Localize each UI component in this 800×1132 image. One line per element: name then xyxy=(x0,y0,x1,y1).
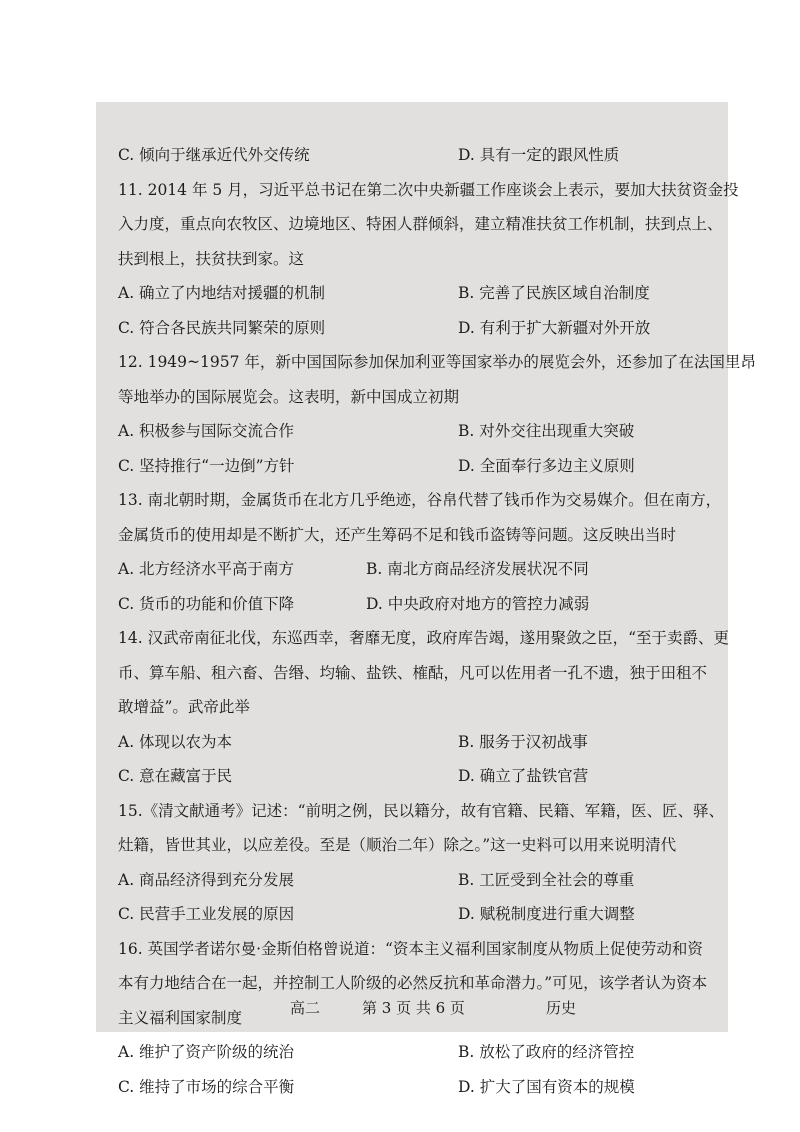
question-text-line: 扶到根上，扶贫扶到家。这 xyxy=(118,249,305,268)
answer-option: B. 服务于汉初战事 xyxy=(458,732,588,751)
answer-options-row xyxy=(118,449,708,484)
answer-option: D. 赋税制度进行重大调整 xyxy=(458,905,635,923)
question-text-line: 主义福利国家制度 xyxy=(118,1008,243,1027)
answer-option: A. 商品经济得到充分发展 xyxy=(118,870,295,889)
answer-options-row xyxy=(118,759,708,794)
answer-option: C. 维持了市场的综合平衡 xyxy=(118,1077,295,1096)
answer-options-row xyxy=(118,311,708,346)
answer-option: B. 对外交往出现重大突破 xyxy=(458,422,635,440)
footer-subject: 历史 xyxy=(546,999,577,1017)
answer-option: A. 北方经济水平高于南方 xyxy=(118,560,295,578)
answer-options-row xyxy=(118,897,708,932)
answer-option: D. 确立了盐铁官营 xyxy=(458,767,589,785)
answer-options-row xyxy=(118,276,708,311)
answer-options-row xyxy=(118,725,708,760)
answer-option: A. 体现以农为本 xyxy=(118,732,233,751)
answer-option: D. 中央政府对地方的管控力减弱 xyxy=(366,594,590,613)
question-text-line: 16. 英国学者诺尔曼·金斯伯格曾说道：“资本主义福利国家制度从物质上促使劳动和资 xyxy=(118,939,703,958)
question-text-line: 灶籍，皆世其业，以应差役。至是（顺治二年）除之。”这一史料可以用来说明清代 xyxy=(118,836,677,854)
exam-content xyxy=(118,138,756,1104)
answer-option: A. 确立了内地结对援疆的机制 xyxy=(118,284,326,302)
answer-option: C. 民营手工业发展的原因 xyxy=(118,905,295,923)
answer-option: D. 具有一定的跟风性质 xyxy=(458,146,620,164)
answer-option: B. 放松了政府的经济管控 xyxy=(458,1043,635,1061)
answer-option: D. 扩大了国有资本的规模 xyxy=(458,1077,635,1096)
question-text-line: 11. 2014 年 5 月，习近平总书记在第二次中央新疆工作座谈会上表示，要加大扶贫资金投 xyxy=(118,180,739,199)
answer-option: B. 南北方商品经济发展状况不同 xyxy=(366,560,589,578)
question-text-line: 本有力地结合在一起，并控制工人阶级的必然反抗和革命潜力。”可见，该学者认为资本 xyxy=(118,974,708,992)
answer-options-row xyxy=(118,1035,708,1070)
answer-option: D. 全面奉行多边主义原则 xyxy=(458,456,635,475)
question-text-line: 敢增益”。武帝此举 xyxy=(118,698,250,716)
answer-option: C. 坚持推行“一边倒”方针 xyxy=(118,456,295,475)
answer-option: A. 积极参与国际交流合作 xyxy=(118,422,295,440)
answer-options-row xyxy=(118,414,708,449)
answer-options-row xyxy=(118,863,708,898)
answer-option: C. 倾向于继承近代外交传统 xyxy=(118,146,310,164)
answer-option: B. 工匠受到全社会的尊重 xyxy=(458,870,635,889)
answer-options-row xyxy=(118,552,708,587)
footer-grade: 高二 xyxy=(290,999,321,1017)
question-text-line: 币、算车船、租六畜、告缗、均输、盐铁、榷酤，凡可以佐用者一孔不遗，独于田租不 xyxy=(118,663,708,682)
answer-options-row xyxy=(118,1070,708,1105)
answer-option: D. 有利于扩大新疆对外开放 xyxy=(458,318,651,337)
answer-option: B. 完善了民族区域自治制度 xyxy=(458,284,650,302)
question-text-line: 入力度，重点向农牧区、边境地区、特困人群倾斜，建立精准扶贫工作机制，扶到点上、 xyxy=(118,215,723,233)
question-text-line: 13. 南北朝时期，金属货币在北方几乎绝迹，谷帛代替了钱币作为交易媒介。但在南方， xyxy=(118,491,722,509)
question-text-line: 金属货币的使用却是不断扩大，还产生筹码不足和钱币盗铸等问题。这反映出当时 xyxy=(118,525,677,544)
answer-options-row xyxy=(118,138,708,173)
answer-option: C. 货币的功能和价值下降 xyxy=(118,594,295,613)
question-text-line: 等地举办的国际展览会。这表明，新中国成立初期 xyxy=(118,387,460,406)
answer-option: C. 意在藏富于民 xyxy=(118,767,233,785)
question-text-line: 14. 汉武帝南征北伐，东巡西幸，奢靡无度，政府库告竭，遂用聚敛之臣，“至于卖爵、更 xyxy=(118,629,730,647)
answer-options-row xyxy=(118,587,708,622)
footer-page-number: 第 3 页 共 6 页 xyxy=(362,999,465,1017)
exam-sheet xyxy=(96,102,756,1096)
question-text-line: 15.《清文献通考》记述：“前明之例，民以籍分，故有官籍、民籍、军籍，医、匠、驿、 xyxy=(118,801,725,820)
answer-option: A. 维护了资产阶级的统治 xyxy=(118,1043,295,1061)
answer-option: C. 符合各民族共同繁荣的原则 xyxy=(118,318,326,337)
question-text-line: 12. 1949~1957 年，新中国国际参加保加利亚等国家举办的展览会外，还参加了在法国里昂 xyxy=(118,353,756,371)
